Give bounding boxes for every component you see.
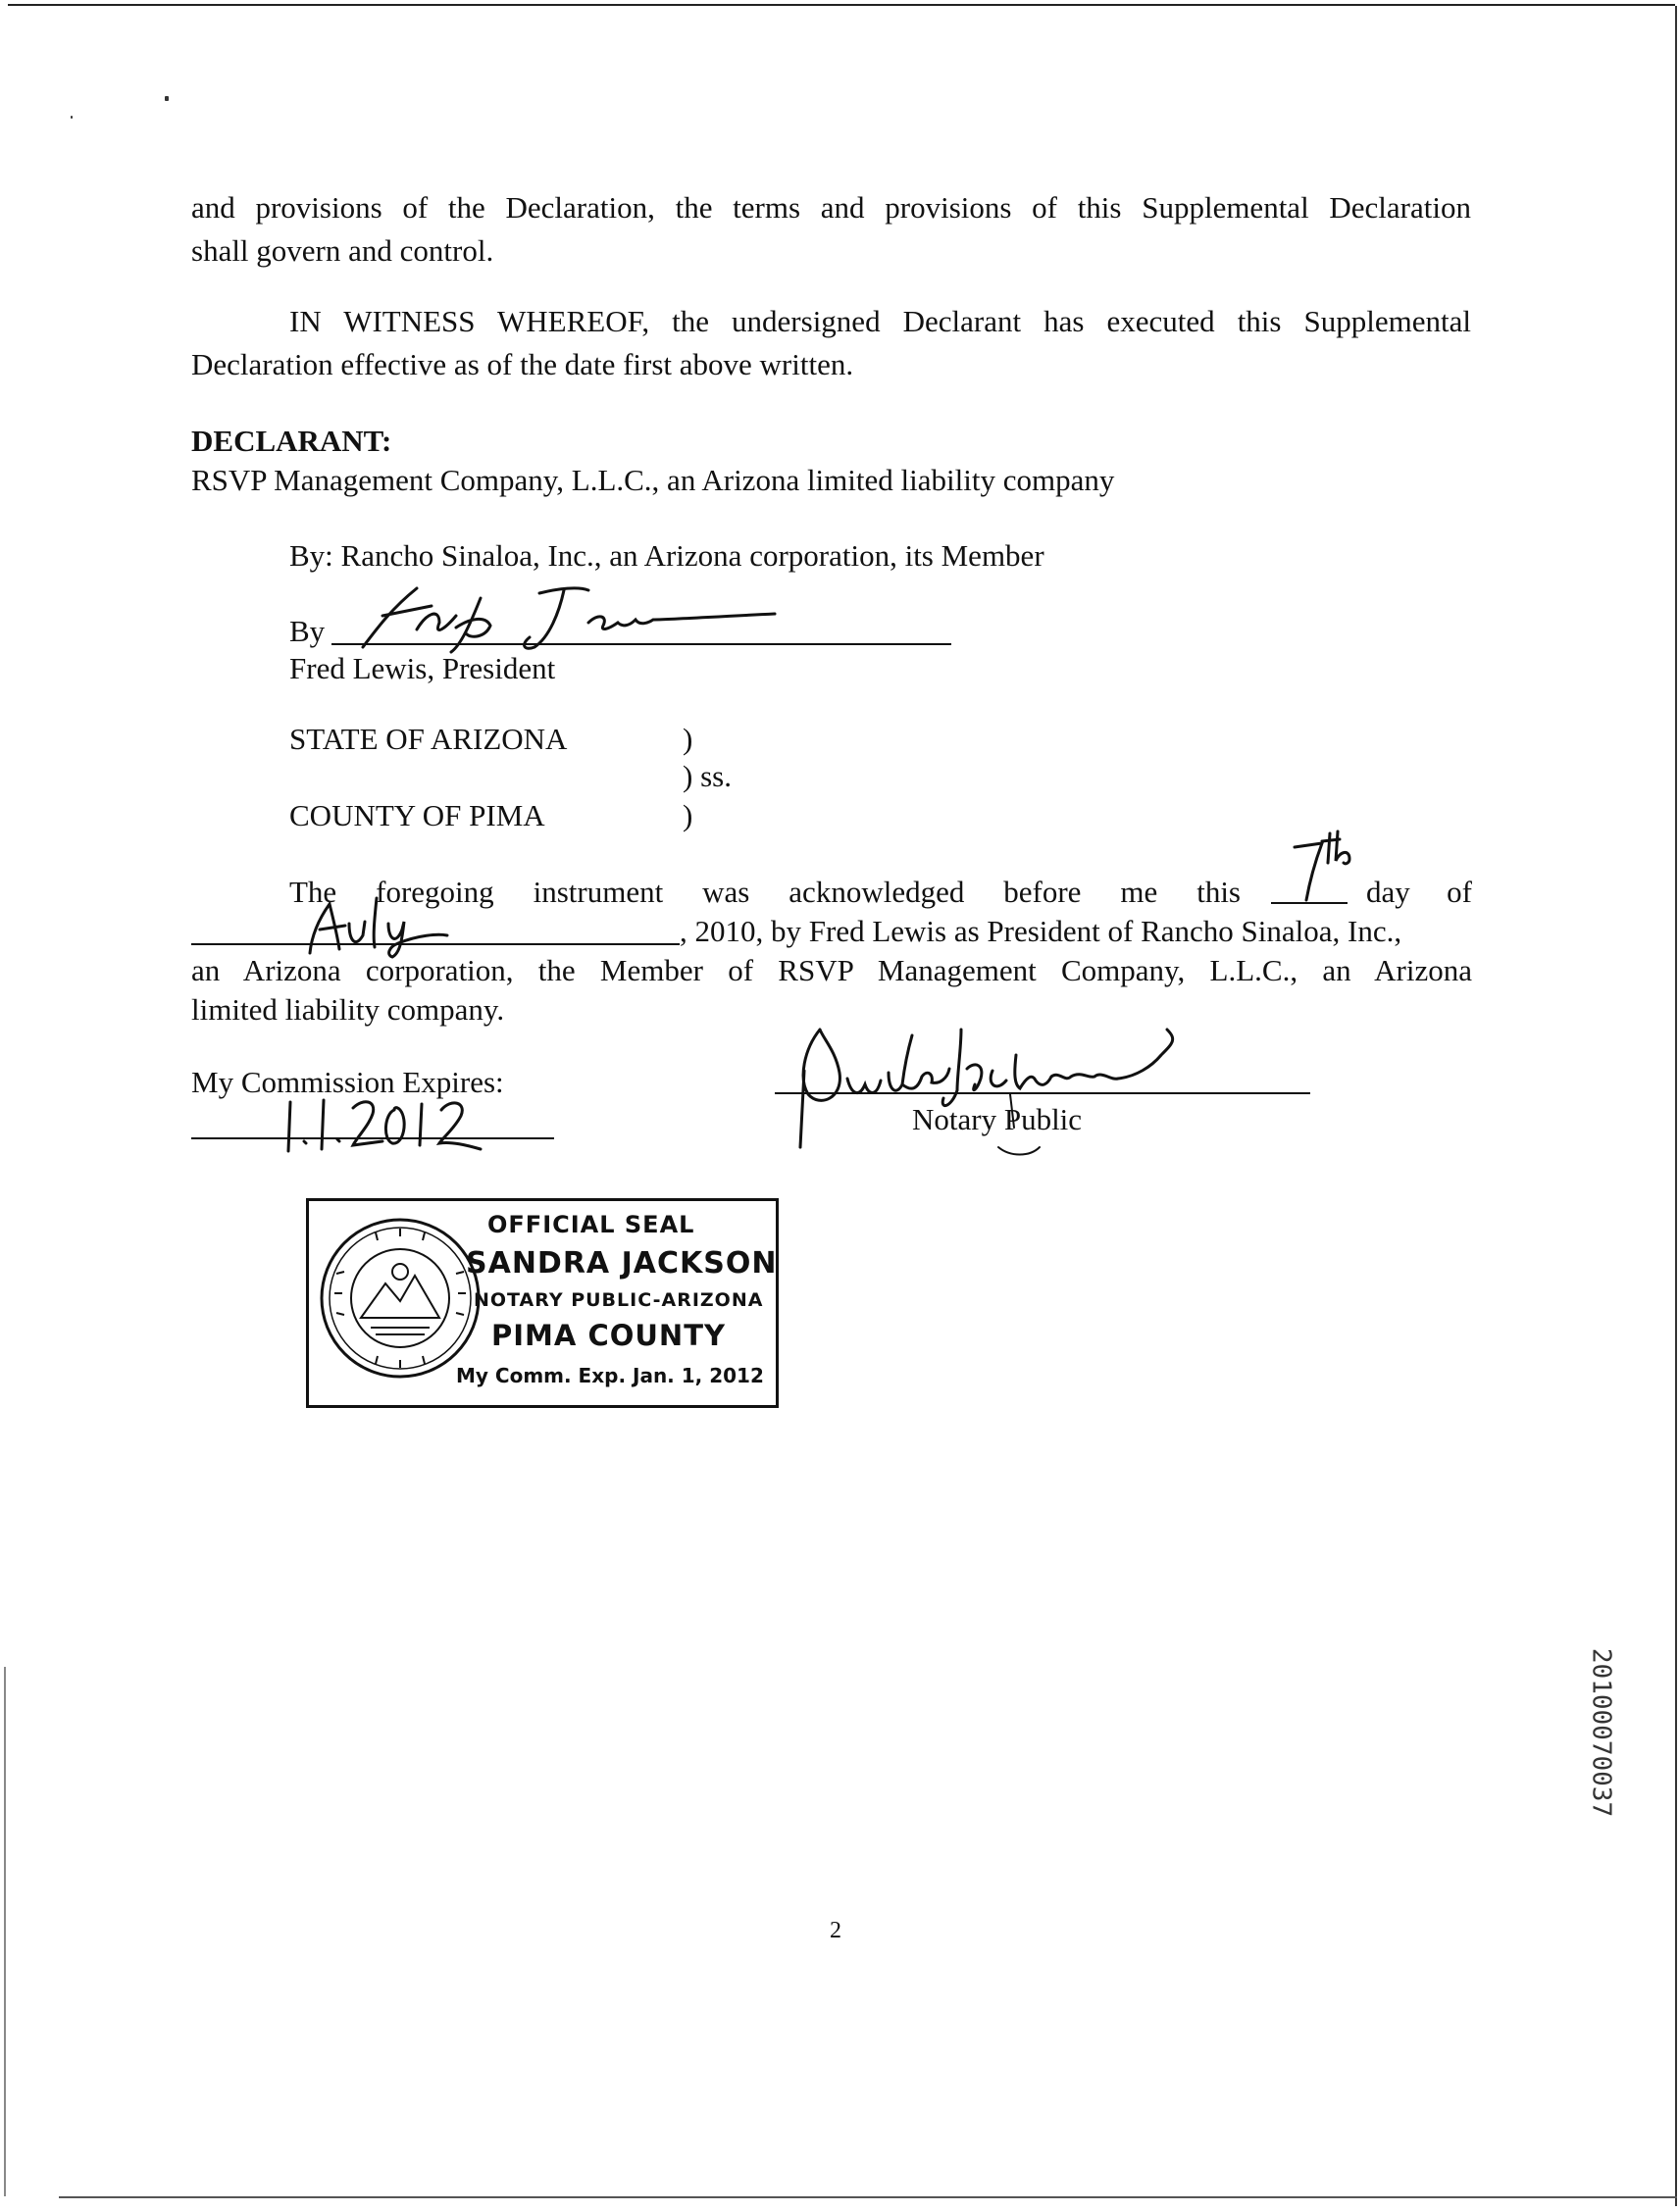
notary-public-label: Notary Public [912, 1102, 1083, 1136]
acknowledgment-line-2: , 2010, by Fred Lewis as President of Rancho Sinaloa, Inc., [680, 914, 1402, 948]
state-label: STATE OF ARIZONA [289, 722, 568, 756]
witness-line-1: IN WITNESS WHEREOF, the undersigned Declarant has executed this Supplemental [289, 304, 1471, 338]
signer-name-title: Fred Lewis, President [289, 651, 556, 685]
seal-title: OFFICIAL SEAL [487, 1211, 695, 1238]
witness-line-2: Declaration effective as of the date first above written. [191, 347, 854, 381]
by-label: By [289, 614, 326, 648]
scan-edge-bottom [59, 2196, 1677, 2198]
acknowledgment-line-3: an Arizona corporation, the Member of RSVP Management Company, L.L.C., an Arizona [191, 953, 1472, 987]
venue-paren-top: ) [683, 722, 693, 756]
scan-speck [165, 96, 169, 101]
scan-speck [71, 116, 73, 119]
acknowledgment-line-1: The foregoing instrument was acknowledged before me this [289, 875, 1241, 909]
seal-county: PIMA COUNTY [491, 1319, 726, 1352]
by-member-line: By: Rancho Sinaloa, Inc., an Arizona corporation, its Member [289, 538, 1044, 573]
scan-edge-right [1675, 6, 1677, 2206]
declarant-name: RSVP Management Company, L.L.C., an Arizona limited liability company [191, 463, 1115, 497]
commission-label: My Commission Expires: [191, 1065, 504, 1099]
venue-ss: ) ss. [683, 759, 732, 793]
county-label: COUNTY OF PIMA [289, 798, 545, 832]
recording-number [1577, 1614, 1624, 1851]
paragraph-1-line-1: and provisions of the Declaration, the terms and provisions of this Supplemental Declaration [191, 190, 1471, 225]
seal-expiration: My Comm. Exp. Jan. 1, 2012 [456, 1364, 764, 1387]
handwritten-day [1283, 830, 1361, 908]
arizona-state-seal-icon [317, 1215, 483, 1382]
acknowledgment-line-4: limited liability company. [191, 992, 505, 1027]
paragraph-1-line-2: shall govern and control. [191, 233, 494, 268]
notary-seal [306, 1198, 779, 1408]
scan-edge-top [8, 4, 1675, 6]
venue-paren-bottom: ) [683, 798, 693, 832]
seal-notary-state: NOTARY PUBLIC-ARIZONA [474, 1289, 764, 1311]
page-number: 2 [830, 1918, 841, 1943]
handwritten-commission-date [275, 1090, 500, 1159]
seal-notary-name: SANDRA JACKSON [466, 1246, 778, 1281]
scan-edge-left [4, 1667, 6, 2196]
day-of-label: day of [1366, 875, 1472, 909]
declarant-heading: DECLARANT: [191, 424, 392, 458]
recording-number-text: 20100070037 [1586, 1647, 1616, 1818]
